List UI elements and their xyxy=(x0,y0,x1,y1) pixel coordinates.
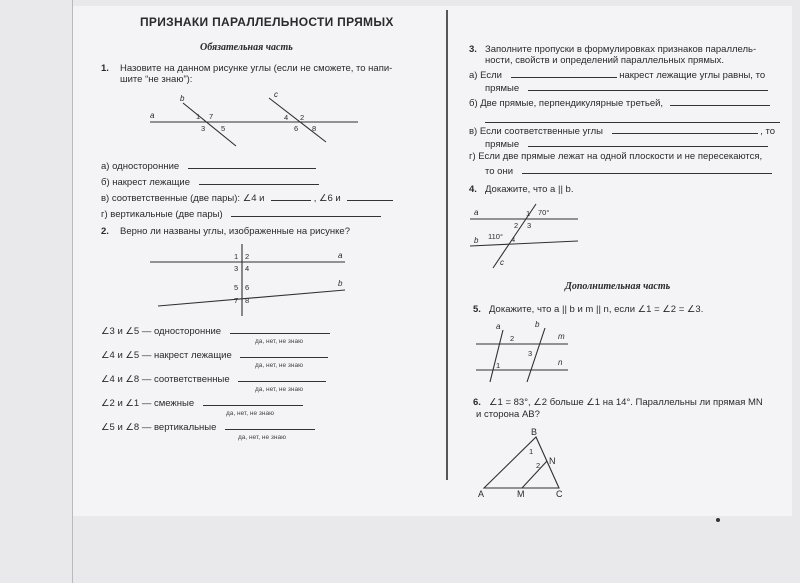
q2-hint-2: да, нет, не знаю xyxy=(255,362,303,369)
q2-item-5-label: ∠5 и ∠8 — вертикальные xyxy=(101,422,217,433)
q2-angle-1: 1 xyxy=(234,252,239,261)
q1-label-b: b xyxy=(180,94,185,103)
q6-angle-1: 1 xyxy=(529,447,534,456)
q2-item-3-label: ∠4 и ∠8 — соответственные xyxy=(101,374,230,385)
q2-label-a: a xyxy=(338,251,343,260)
q1-label-a: a xyxy=(150,111,155,120)
q2-hint-5: да, нет, не знаю xyxy=(238,434,286,441)
q6-label-B: B xyxy=(531,427,538,437)
q2-item-4-label: ∠2 и ∠1 — смежные xyxy=(101,398,195,409)
q5-number: 5. xyxy=(473,304,481,315)
q6-label-M: M xyxy=(517,489,525,499)
q3-item-b-label: б) Две прямые, перпендикулярные третьей, xyxy=(469,98,664,109)
q3-item-c-label: в) Если соответственные углы xyxy=(469,126,603,137)
q6-text-line1: ∠1 = 83°, ∠2 больше ∠1 на 14°. Параллельны ли прямая MN xyxy=(489,397,763,408)
q1-item-a-label: а) односторонние xyxy=(101,161,180,172)
q2-hint-3: да, нет, не знаю xyxy=(255,386,303,393)
q4-label-a: a xyxy=(474,208,479,217)
q6-label-C: C xyxy=(556,489,563,499)
q5-angle-1: 1 xyxy=(496,361,501,370)
q4-label-c: c xyxy=(500,258,504,267)
q4-angle-4: 4 xyxy=(511,235,516,244)
q6-segment-mn xyxy=(522,461,547,488)
q4-number: 4. xyxy=(469,184,477,195)
q1-angle-1: 1 xyxy=(196,112,201,121)
q3-item-a-lines: прямые xyxy=(485,83,520,94)
q2-angle-2: 2 xyxy=(245,252,250,261)
q5-text: Докажите, что a || b и m || n, если ∠1 = ∠2 = ∠3. xyxy=(489,304,704,315)
q3-text-line2: ности, свойств и определений параллельных прямых. xyxy=(485,55,725,66)
q2-hint-1: да, нет, не знаю xyxy=(255,338,303,345)
q2-angle-8: 8 xyxy=(245,296,250,305)
q2-angle-6: 6 xyxy=(245,283,250,292)
q1-text-line2: шите “не знаю”): xyxy=(120,74,193,85)
q2-item-2-label: ∠4 и ∠5 — накрест лежащие xyxy=(101,350,232,361)
q5-label-a: a xyxy=(496,322,501,331)
q2-text: Верно ли названы углы, изображенные на рисунке? xyxy=(120,226,350,237)
q1-angle-5: 5 xyxy=(221,124,226,133)
q5-angle-2: 2 xyxy=(510,334,515,343)
q6-label-N: N xyxy=(549,456,556,466)
q2-angle-3: 3 xyxy=(234,264,239,273)
q5-label-n: n xyxy=(558,358,563,367)
q2-label-b: b xyxy=(338,279,343,288)
q2-item-1-label: ∠3 и ∠5 — односторонние xyxy=(101,326,222,337)
q4-angle-3: 3 xyxy=(527,221,532,230)
q3-item-a-text: накрест лежащие углы равны, то xyxy=(619,70,766,81)
q1-item-c-mid: , ∠6 и xyxy=(313,193,341,204)
q1-item-c-label: в) соответственные (две пары): ∠4 и xyxy=(101,193,265,204)
q6-number: 6. xyxy=(473,397,481,408)
q2-angle-7: 7 xyxy=(234,296,239,305)
q4-angle-1: 1 xyxy=(526,209,531,218)
q3-item-c-lines: прямые xyxy=(485,139,520,150)
page-speck xyxy=(716,518,720,522)
q4-angle-2: 2 xyxy=(514,221,519,230)
q3-item-d: г) Если две прямые лежат на одной плоскости и не пересекаются, xyxy=(469,151,763,162)
q6-text-line2: и сторона AB? xyxy=(476,409,540,420)
q2-angle-4: 4 xyxy=(245,264,250,273)
q1-number: 1. xyxy=(101,63,109,74)
q1-angle-4: 4 xyxy=(284,113,289,122)
q1-angle-2: 2 xyxy=(300,113,305,122)
q1-angle-6: 6 xyxy=(294,124,299,133)
q1-angle-8: 8 xyxy=(312,124,317,133)
additional-part-heading: Дополнительная часть xyxy=(565,281,671,292)
q4-angle-110: 110° xyxy=(488,232,503,241)
page-title: ПРИЗНАКИ ПАРАЛЛЕЛЬНОСТИ ПРЯМЫХ xyxy=(140,15,394,29)
mandatory-part-heading: Обязательная часть xyxy=(200,42,293,53)
q3-number: 3. xyxy=(469,44,477,55)
q6-label-A: A xyxy=(478,489,485,499)
q2-hint-4: да, нет, не знаю xyxy=(226,410,274,417)
q4-angle-70: 70° xyxy=(538,208,550,217)
q3-item-a-label: а) Если xyxy=(469,70,502,81)
q5-label-m: m xyxy=(558,332,565,341)
q4-text: Докажите, что a || b. xyxy=(485,184,574,195)
q2-number: 2. xyxy=(101,226,109,237)
q3-item-c-to: , то xyxy=(760,126,776,137)
q3-text-line1: Заполните пропуски в формулировках признаков параллель- xyxy=(485,44,757,55)
q5-angle-3: 3 xyxy=(528,349,533,358)
q1-label-c: c xyxy=(274,90,278,99)
q2-angle-5: 5 xyxy=(234,283,239,292)
q3-item-d-they: то они xyxy=(485,166,514,177)
q1-item-d-label: г) вертикальные (две пары) xyxy=(101,209,223,220)
q6-angle-2: 2 xyxy=(536,461,541,470)
q4-label-b: b xyxy=(474,236,479,245)
q1-angle-3: 3 xyxy=(201,124,206,133)
q1-text-line1: Назовите на данном рисунке углы (если не сможете, то напи- xyxy=(120,63,393,74)
q1-item-b-label: б) накрест лежащие xyxy=(101,177,191,188)
q5-label-b: b xyxy=(535,320,540,329)
q1-angle-7: 7 xyxy=(209,112,214,121)
q6-triangle-abc xyxy=(484,437,559,488)
